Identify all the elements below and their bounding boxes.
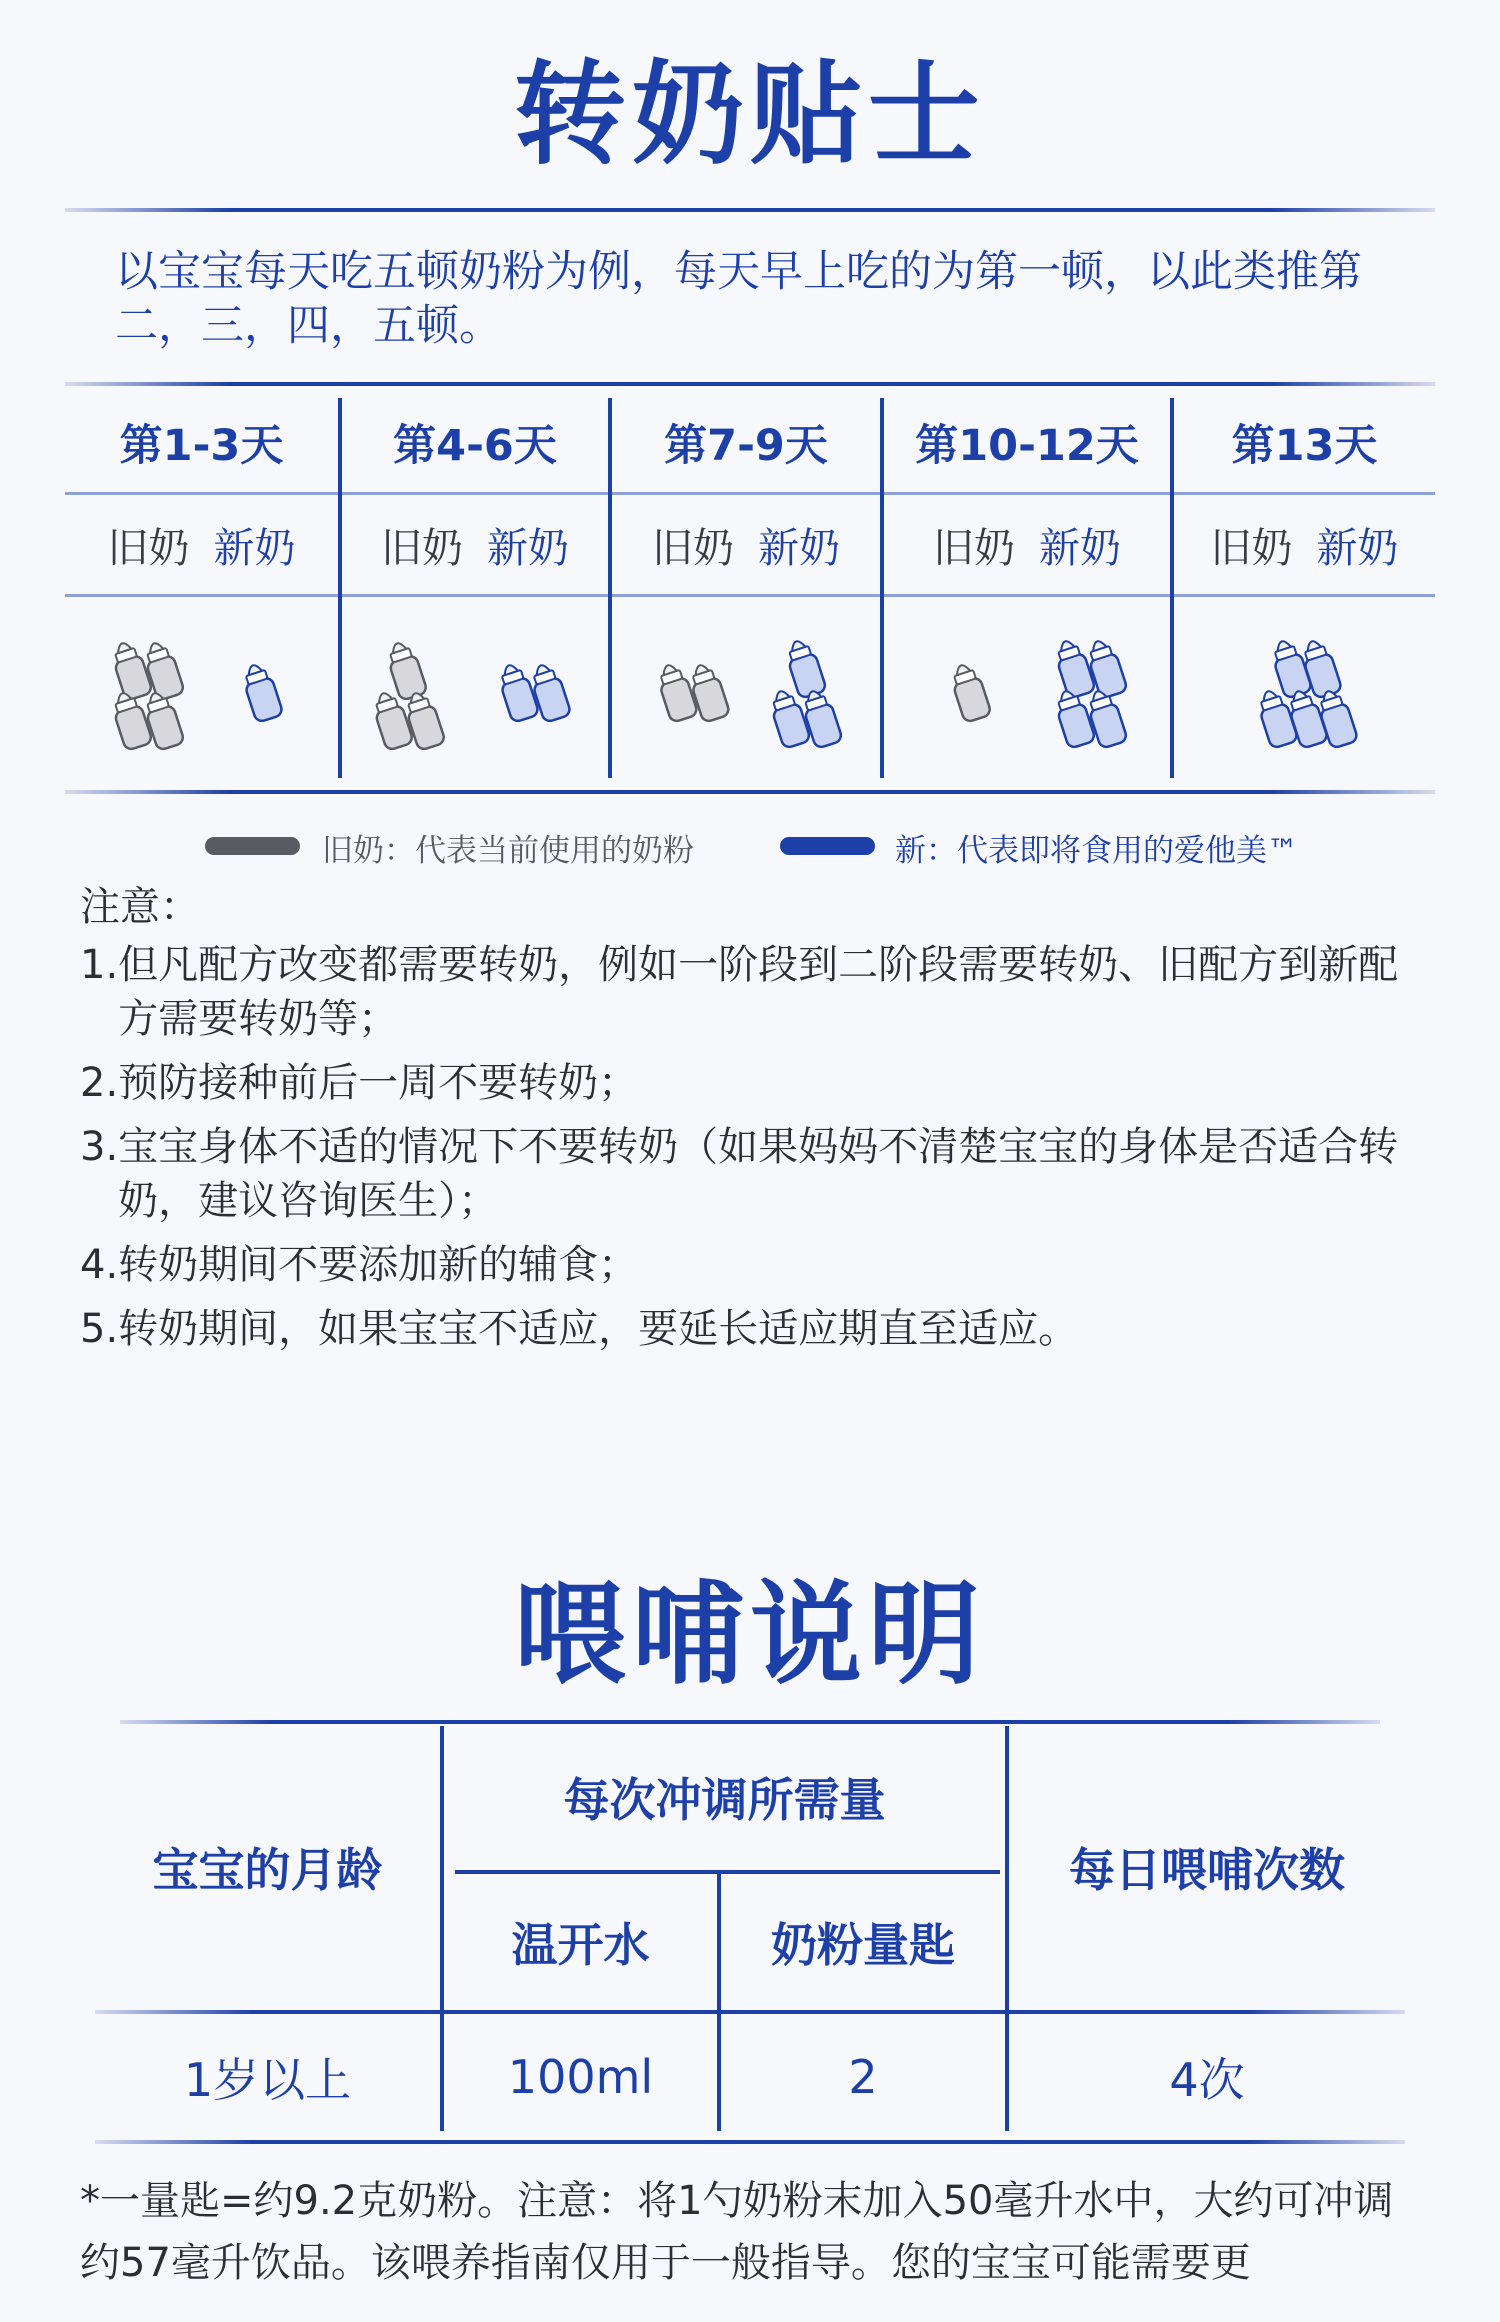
divider (65, 208, 1435, 212)
new-legend-swatch (780, 837, 875, 855)
row-water: 100ml (507, 2050, 654, 2104)
new-label: 新奶 (213, 524, 296, 572)
old-new-labels (884, 497, 1170, 592)
note-number: 3. (80, 1124, 119, 1170)
feeding-title: 喂哺说明 (514, 1570, 986, 1700)
day-header: 第13天 (1231, 421, 1378, 471)
transition-title: 转奶贴士 (514, 50, 986, 180)
old-legend-swatch (205, 837, 300, 855)
old-milk-bottle-icon (654, 661, 698, 723)
note-item (80, 1302, 1430, 1356)
old-milk-bottle-icon (109, 689, 153, 751)
new-milk-bottle-icon (783, 637, 827, 699)
note-text: 预防接种前后一周不要转奶； (118, 1060, 639, 1106)
feeding-table-top-rule (120, 1720, 1380, 1724)
note-item (80, 938, 1430, 1046)
old-milk-bottle-icon (384, 639, 428, 701)
new-milk-bottle-icon (240, 661, 284, 723)
header-age: 宝宝的月龄 (152, 1843, 383, 1897)
old-label: 旧奶 (1210, 524, 1293, 572)
header-scoops: 奶粉量匙 (771, 1918, 955, 1972)
note-item (80, 1056, 1430, 1110)
new-milk-bottle-icon (1052, 637, 1096, 699)
old-legend-text: 旧奶：代表当前使用的奶粉 (322, 833, 694, 869)
note-number: 4. (80, 1242, 119, 1288)
header-water: 温开水 (511, 1918, 650, 1972)
row-daily: 4次 (1169, 2053, 1245, 2107)
old-label: 旧奶 (381, 524, 463, 572)
note-text: 转奶期间，如果宝宝不适应，要延长适应期直至适应。 (118, 1306, 1079, 1352)
note-text: 转奶期间不要添加新的辅食； (118, 1242, 639, 1288)
day-header: 第10-12天 (915, 421, 1139, 471)
old-milk-bottle-icon (109, 639, 153, 701)
feeding-table-bottom-rule (95, 2140, 1405, 2144)
old-new-labels (612, 497, 880, 592)
old-label: 旧奶 (652, 524, 734, 572)
header-per-feed: 每次冲调所需量 (563, 1773, 886, 1827)
new-label: 新奶 (487, 524, 569, 572)
footnote: *一量匙=约9.2克奶粉。注意：将1勺奶粉末加入50毫升水中，大约可冲调约57毫升饮品。该喂养指南仅用于一般指导。您的宝宝可能需要更 (80, 2178, 1394, 2286)
note-number: 2. (80, 1060, 119, 1106)
old-new-labels (342, 497, 608, 592)
feeding-header-rule (95, 2010, 1405, 2014)
row-age: 1岁以上 (183, 2053, 352, 2107)
day-header: 第4-6天 (393, 421, 557, 471)
row-scoops: 2 (848, 2050, 878, 2104)
notes (80, 880, 1430, 1366)
new-label: 新奶 (1316, 524, 1399, 572)
new-label: 新奶 (1039, 524, 1121, 572)
note-item (80, 1238, 1430, 1292)
table-bottom-rule (65, 790, 1435, 794)
note-number: 5. (80, 1306, 119, 1352)
table-row-rule (65, 594, 1435, 597)
new-milk-bottle-icon (1052, 687, 1096, 749)
note-text: 但凡配方改变都需要转奶，例如一阶段到二阶段需要转奶、旧配方到新配方需要转奶等； (118, 942, 1399, 1042)
new-legend-text: 新：代表即将食用的爱他美™ (895, 833, 1298, 869)
header-daily: 每日喂哺次数 (1069, 1843, 1345, 1897)
old-new-labels (1174, 497, 1435, 592)
feeding-subheader-rule (455, 1870, 1000, 1874)
new-milk-bottle-icon (496, 661, 540, 723)
note-number: 1. (80, 942, 119, 988)
old-label: 旧奶 (107, 524, 190, 572)
day-header: 第1-3天 (119, 421, 284, 471)
old-label: 旧奶 (933, 524, 1015, 572)
day-header: 第7-9天 (664, 421, 828, 471)
transition-intro: 以宝宝每天吃五顿奶粉为例，每天早上吃的为第一顿，以此类推第二，三，四，五顿。 (115, 247, 1362, 351)
table-row-rule (65, 492, 1435, 495)
new-label: 新奶 (758, 524, 840, 572)
old-new-labels (65, 497, 338, 592)
table-top-rule (65, 382, 1435, 386)
notes-heading: 注意： (80, 884, 200, 930)
note-item (80, 1120, 1430, 1228)
old-milk-bottle-icon (948, 661, 992, 723)
bottle-illustrations (65, 600, 1435, 785)
note-text: 宝宝身体不适的情况下不要转奶（如果妈妈不清楚宝宝的身体是否适合转奶，建议咨询医生）； (118, 1124, 1399, 1224)
